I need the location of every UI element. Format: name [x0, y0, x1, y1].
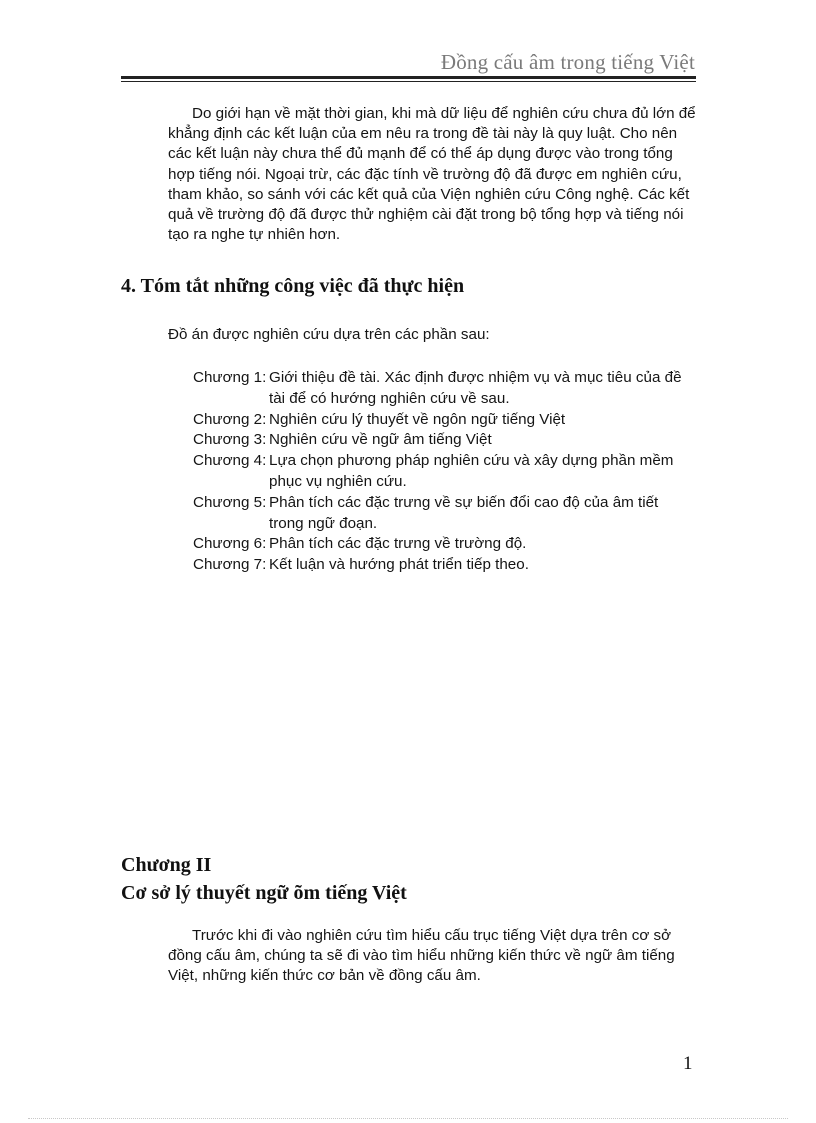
- chapter-label: Chương 5:: [193, 493, 267, 511]
- chapter-text: Nghiên cứu lý thuyết về ngôn ngữ tiếng Việt: [269, 410, 566, 428]
- chapter-label: Chương 6:: [193, 535, 267, 553]
- chapter-item-6: [193, 534, 696, 555]
- chapter-2-label: Chương II: [121, 854, 212, 876]
- section-4-heading: 4. Tóm tắt những công việc đã thực hiện: [121, 275, 465, 297]
- chapter-label: Chương 7:: [193, 556, 267, 574]
- header-rule-thin: [121, 81, 696, 82]
- section-4-lead: Đồ án được nghiên cứu dựa trên các phần sau:: [168, 326, 490, 343]
- chapter-label: Chương 2:: [193, 410, 267, 428]
- chapter-2-paragraph: Trước khi đi vào nghiên cứu tìm hiểu cấu trục tiếng Việt dựa trên cơ sở đồng cấu âm, chúng ta sẽ đi vào tìm hiểu những kiến thức về ngữ âm tiếng Việt, những kiến thức cơ bản về đồng cấu âm.: [168, 927, 675, 985]
- chapter-text: Nghiên cứu về ngữ âm tiếng Việt: [269, 431, 492, 449]
- chapter-2-title: Cơ sở lý thuyết ngữ õm tiếng Việt: [121, 882, 407, 904]
- intro-paragraph: Do giới hạn về mặt thời gian, khi mà dữ liệu để nghiên cứu chưa đủ lớn để khẳng định các kết luận của em nêu ra trong đề tài này là quy luật. Cho nên các kết luận này chưa thể đủ mạnh để có thể áp dụng được vào trong tổng hợp tiếng nói. Ngoại trừ, các đặc tính về trường độ đã được em nghiên cứu, tham khảo, so sánh với các kết quả của Viện nghiên cứu Công nghệ. Các kết quả về trường độ đã được thử nghiệm cài đặt trong bộ tổng hợp và tiếng nói tạo ra nghe tự nhiên hơn.: [168, 105, 696, 244]
- chapter-text: Phân tích các đặc trưng về sự biến đổi cao độ của âm tiết trong ngữ đoạn.: [269, 493, 659, 532]
- chapter-item-5: [193, 493, 696, 535]
- chapter-list: [193, 368, 696, 576]
- page-number: 1: [683, 1053, 693, 1074]
- chapter-item-2: [193, 410, 696, 431]
- page-bottom-dotted-edge: [28, 1118, 788, 1119]
- chapter-item-3: [193, 430, 696, 451]
- chapter-item-4: [193, 451, 696, 493]
- chapter-text: Kết luận và hướng phát triển tiếp theo.: [269, 556, 529, 574]
- running-header-title: Đồng cấu âm trong tiếng Việt: [440, 50, 695, 74]
- chapter-label: Chương 3:: [193, 431, 267, 449]
- header-rule-thick: [121, 76, 696, 79]
- chapter-item-7: [193, 555, 696, 576]
- chapter-text: Lựa chọn phương pháp nghiên cứu và xây dựng phần mềm phục vụ nghiên cứu.: [269, 452, 674, 490]
- chapter-label: Chương 4:: [193, 452, 267, 470]
- chapter-text: Phân tích các đặc trưng về trường độ.: [269, 535, 527, 553]
- chapter-label: Chương 1:: [193, 369, 267, 386]
- chapter-item-1: [193, 368, 696, 410]
- chapter-text: Giới thiệu đề tài. Xác định được nhiệm vụ và mục tiêu của đề tài để có hướng nghiên cứu về sau.: [269, 369, 682, 407]
